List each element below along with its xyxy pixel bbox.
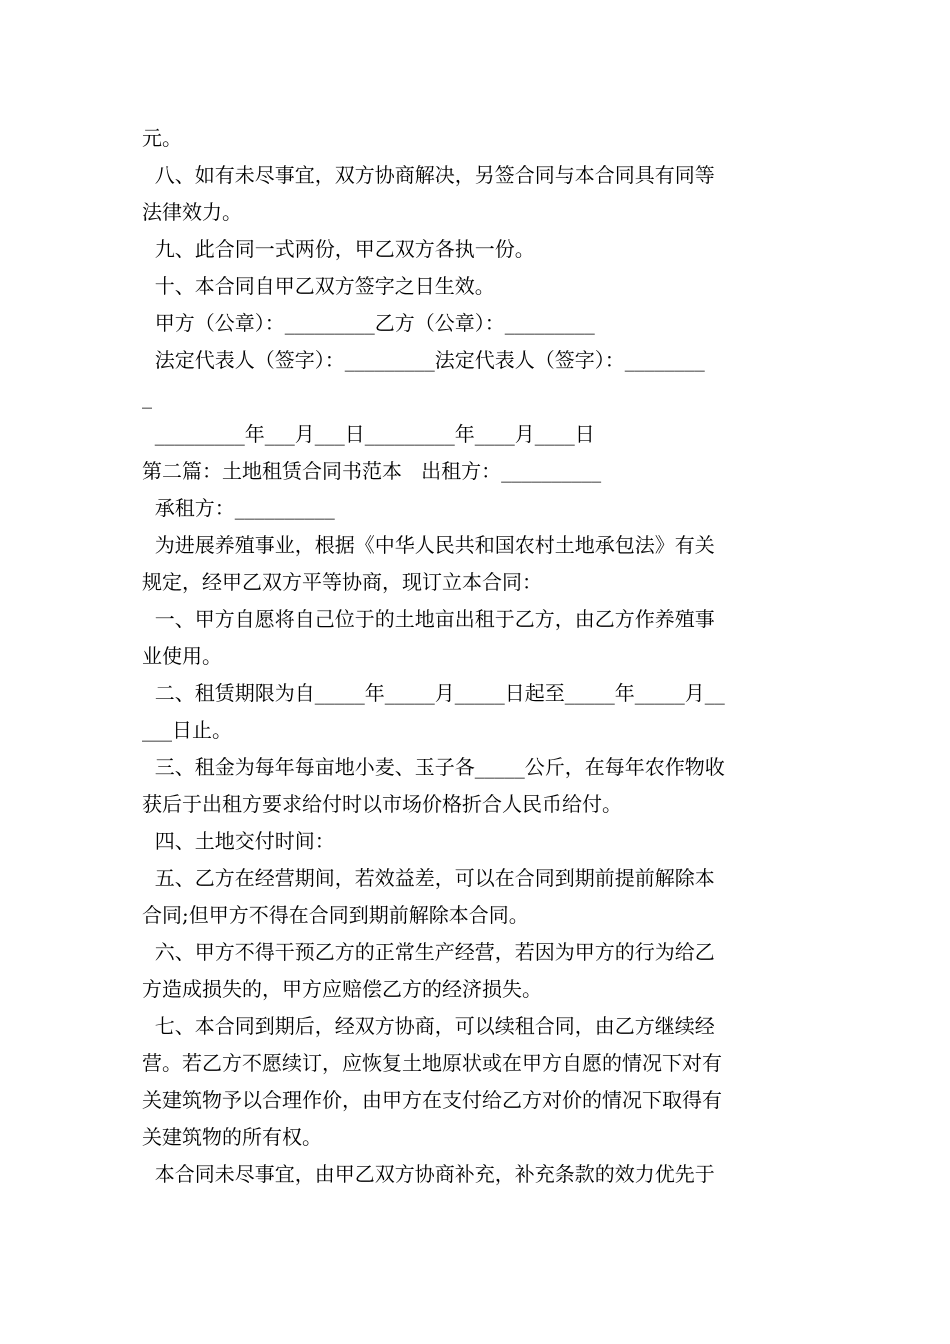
signature-line-representative: 法定代表人（签字）：_________法定代表人（签字）：________: [142, 348, 705, 372]
text-line: 关建筑物予以合理作价，由甲方在支付给乙方对价的情况下取得有: [142, 1088, 722, 1112]
text-line: 四、土地交付时间：: [142, 829, 335, 853]
text-line: 一、甲方自愿将自己位于的土地亩出租于乙方，由乙方作养殖事: [142, 607, 715, 631]
text-line: 承租方：__________: [142, 496, 335, 520]
text-line: ___日止。: [142, 718, 232, 742]
text-line: 本合同未尽事宜，由甲乙双方协商补充，补充条款的效力优先于: [142, 1162, 715, 1186]
text-line: 五、乙方在经营期间，若效益差，可以在合同到期前提前解除本: [142, 866, 715, 890]
text-line: 七、本合同到期后，经双方协商，可以续租合同，由乙方继续经: [142, 1014, 715, 1038]
date-line: _________年___月___日_________年____月____日: [142, 422, 595, 446]
text-line: 六、甲方不得干预乙方的正常生产经营，若因为甲方的行为给乙: [142, 940, 715, 964]
text-line: 二、租赁期限为自_____年_____月_____日起至_____年_____月__: [142, 681, 725, 705]
text-line: _: [142, 385, 152, 409]
text-line: 方造成损失的，甲方应赔偿乙方的经济损失。: [142, 977, 542, 1001]
text-line: 业使用。: [142, 644, 222, 668]
text-line: 十、本合同自甲乙双方签字之日生效。: [142, 274, 495, 298]
section-heading: 第二篇：土地租赁合同书范本 出租方：__________: [142, 459, 602, 483]
signature-line-seal: 甲方（公章）：_________乙方（公章）：_________: [142, 311, 595, 335]
text-line: 三、租金为每年每亩地小麦、玉子各_____公斤，在每年农作物收: [142, 755, 725, 779]
text-line: 八、如有未尽事宜，双方协商解决，另签合同与本合同具有同等: [142, 163, 715, 187]
text-line: 元。: [142, 126, 182, 150]
text-line: 规定，经甲乙双方平等协商，现订立本合同：: [142, 570, 542, 594]
text-line: 法律效力。: [142, 200, 242, 224]
text-line: 关建筑物的所有权。: [142, 1125, 322, 1149]
text-line: 营。若乙方不愿续订，应恢复土地原状或在甲方自愿的情况下对有: [142, 1051, 722, 1075]
text-line: 获后于出租方要求给付时以市场价格折合人民币给付。: [142, 792, 622, 816]
text-line: 九、此合同一式两份，甲乙双方各执一份。: [142, 237, 535, 261]
text-line: 合同;但甲方不得在合同到期前解除本合同。: [142, 903, 529, 927]
text-line: 为进展养殖事业，根据《中华人民共和国农村土地承包法》有关: [142, 533, 715, 557]
